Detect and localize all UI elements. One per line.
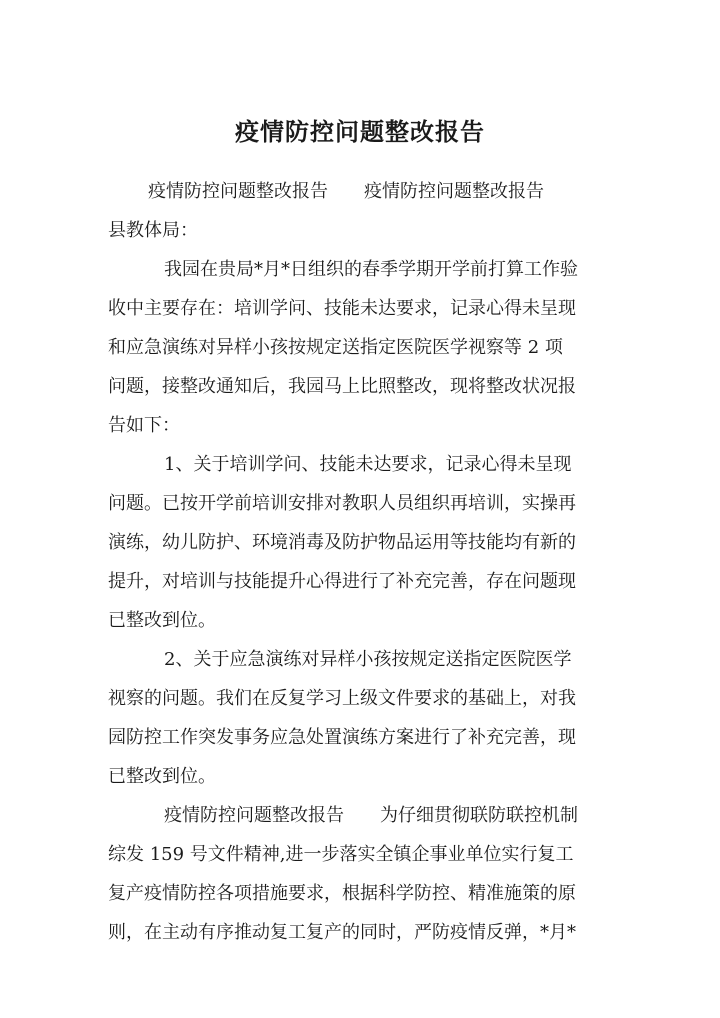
paragraph-line	[108, 289, 612, 328]
paragraph-line	[108, 328, 612, 367]
paragraph-line	[108, 484, 612, 523]
line-text: 演练，幼儿防护、环境消毒及防护物品运用等技能均有新的	[108, 532, 576, 553]
line-text: 和应急演练对异样小孩按规定送指定医院医学视察等 2 项	[108, 337, 563, 358]
paragraph-line	[108, 406, 612, 445]
paragraph-line	[108, 211, 612, 250]
line-text: 综发 159 号文件精神,进一步落实全镇企事业单位实行复工	[108, 844, 574, 865]
line-text: 复产疫情防控各项措施要求，根据科学防控、精准施策的原	[108, 883, 576, 904]
paragraph-line	[108, 640, 612, 679]
document-title: 疫情防控问题整改报告	[235, 117, 485, 146]
paragraph-line	[108, 172, 612, 211]
paragraph-line	[108, 679, 612, 718]
paragraph-line	[108, 601, 612, 640]
line-text: 提升，对培训与技能提升心得进行了补充完善，存在问题现	[108, 571, 576, 592]
line-text: 告如下：	[108, 415, 180, 436]
paragraph-line	[108, 445, 612, 484]
line-text: 疫情防控问题整改报告 为仔细贯彻联防联控机制	[164, 805, 578, 826]
paragraph-line	[108, 250, 612, 289]
paragraph-line	[108, 718, 612, 757]
line-text: 2、关于应急演练对异样小孩按规定送指定医院医学	[164, 649, 572, 670]
line-text: 县教体局：	[108, 220, 198, 241]
paragraph-line	[108, 796, 612, 835]
line-text: 园防控工作突发事务应急处置演练方案进行了补充完善，现	[108, 727, 576, 748]
paragraph-line	[108, 523, 612, 562]
line-text: 疫情防控问题整改报告 疫情防控问题整改报告	[148, 181, 544, 202]
line-text: 已整改到位。	[108, 766, 216, 787]
document-body	[108, 172, 612, 952]
line-text: 问题，接整改通知后，我园马上比照整改，现将整改状况报	[108, 376, 576, 397]
line-text: 收中主要存在：培训学问、技能未达要求，记录心得未呈现	[108, 298, 576, 319]
paragraph-line	[108, 562, 612, 601]
paragraph-line	[108, 835, 612, 874]
line-text: 则，在主动有序推动复工复产的同时，严防疫情反弹，*月*	[108, 922, 576, 943]
line-text: 1、关于培训学问、技能未达要求，记录心得未呈现	[164, 454, 572, 475]
line-text: 我园在贵局*月*日组织的春季学期开学前打算工作验	[164, 259, 578, 280]
line-text: 已整改到位。	[108, 610, 216, 631]
line-text: 问题。已按开学前培训安排对教职人员组织再培训，实操再	[108, 493, 576, 514]
paragraph-line	[108, 874, 612, 913]
paragraph-line	[108, 757, 612, 796]
paragraph-line	[108, 913, 612, 952]
paragraph-line	[108, 367, 612, 406]
line-text: 视察的问题。我们在反复学习上级文件要求的基础上，对我	[108, 688, 576, 709]
